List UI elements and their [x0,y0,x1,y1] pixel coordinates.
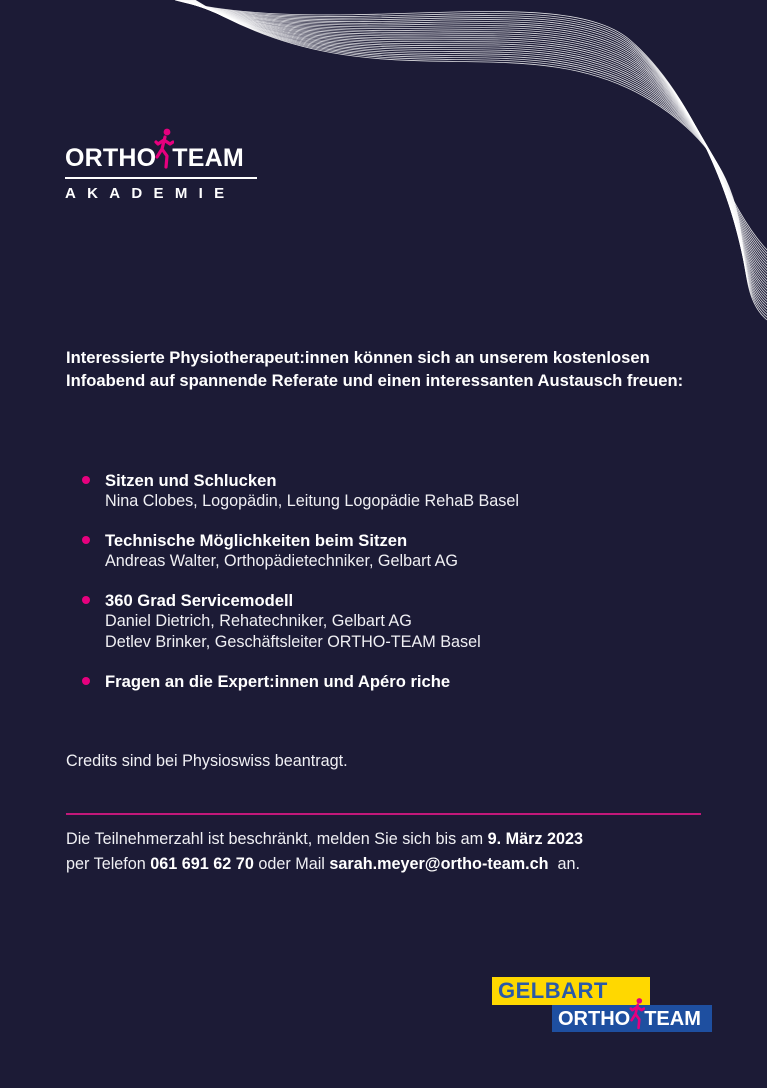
wave-line [192,0,767,309]
wave-line [178,0,767,261]
wave-line [182,0,767,275]
wave-line [185,0,767,284]
topics-list [82,470,722,710]
topic-title: Technische Möglichkeiten beim Sitzen [105,531,408,550]
bullet-dot-icon [82,476,90,484]
registration-note [66,827,746,877]
logo-word-team: TEAM [172,144,244,172]
topic-speaker: Nina Clobes, Logopädin, Leitung Logopädie RehaB Basel [105,492,519,510]
registration-line1: Die Teilnehmerzahl ist beschränkt, melden Sie sich bis am [66,830,488,848]
bullet-dot-icon [82,536,90,544]
brand-word-ortho: ORTHO [558,1007,631,1030]
runner-icon [154,127,174,171]
wave-line [188,0,767,295]
topic-speaker: Andreas Walter, Orthopädietechniker, Gelbart AG [105,552,459,570]
topic-title: Fragen an die Expert:innen und Apéro riche [105,672,451,691]
brand-ortho-team-bar [552,1005,712,1032]
topic-item [82,530,722,572]
wave-line [177,0,767,256]
section-divider [66,813,701,815]
wave-line [177,0,767,258]
registration-phone: 061 691 62 70 [150,855,254,873]
brand-runner-icon [629,997,645,1031]
ortho-team-akademie-logo [65,125,260,201]
topic-speaker: Daniel Dietrich, Rehatechniker, Gelbart AG [105,612,412,630]
registration-phone-prefix: per Telefon [66,855,151,873]
wave-line [193,0,767,312]
wave-line [181,0,767,270]
brand-gelbart-text: GELBART [492,977,650,1005]
registration-deadline: 9. März 2023 [487,830,584,848]
topic-item [82,470,722,512]
logo-subtitle: AKADEMIE [65,185,236,202]
registration-email: sarah.meyer@ortho-team.ch [329,855,549,873]
intro-text: Interessierte Physiotherapeut:innen können sich an unserem kostenlosen Infoabend auf spannende Referate und einen interessanten Austausch freuen: [66,348,684,390]
topic-item [82,590,722,653]
logo-word-ortho: ORTHO [65,144,157,172]
wave-line [193,0,767,314]
bullet-dot-icon [82,677,90,685]
wave-line [189,0,767,300]
brand-word-team: TEAM [644,1007,701,1030]
gelbart-ortho-team-logo [492,977,714,1033]
wave-line [185,0,767,286]
bullet-dot-icon [82,596,90,604]
registration-suffix: an. [548,855,581,873]
registration-mail-prefix: oder Mail [253,855,330,873]
wave-line [189,0,767,298]
wave-line [181,0,767,272]
credits-note: Credits sind bei Physioswiss beantragt. [66,752,348,770]
topic-title: 360 Grad Servicemodell [105,591,294,610]
logo-divider [65,177,257,179]
topic-item [82,671,722,692]
topic-speaker: Detlev Brinker, Geschäftsleiter ORTHO-TEAM Basel [105,633,481,651]
topic-title: Sitzen und Schlucken [105,471,277,490]
